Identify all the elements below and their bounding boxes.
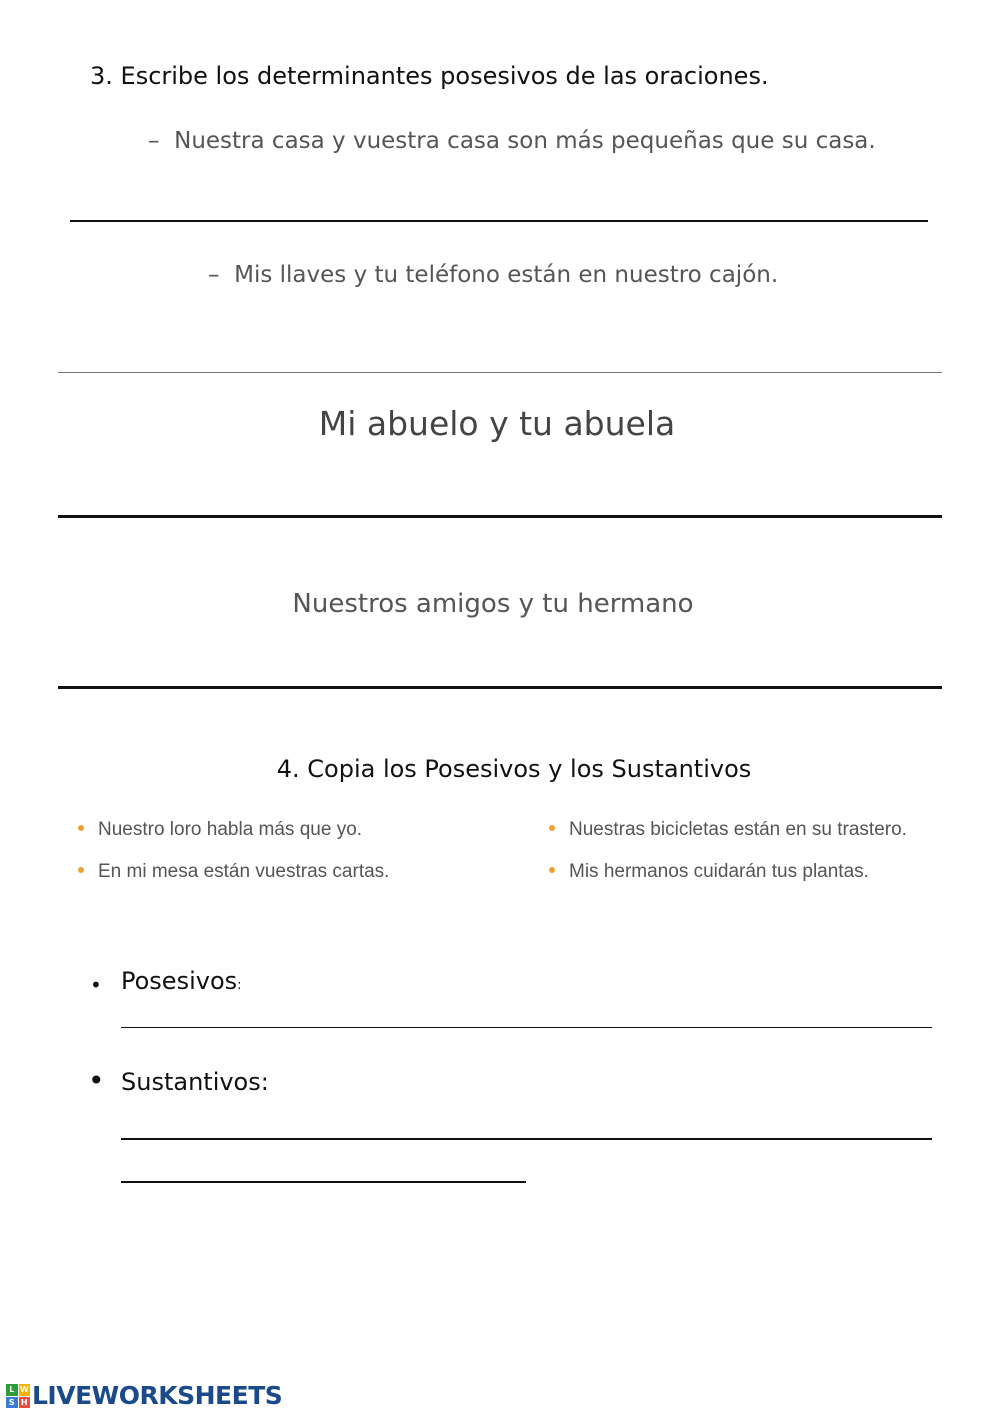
answer-line-4[interactable]	[58, 686, 942, 689]
list-item: Nuestras bicicletas están en su trastero.	[549, 819, 907, 841]
bullet-dot-icon	[549, 825, 555, 831]
exercise4-title: 4. Copia los Posesivos y los Sustantivos	[276, 755, 752, 783]
posesivos-answer-line[interactable]	[121, 1027, 932, 1028]
liveworksheets-logo-icon: L W S H	[6, 1384, 30, 1408]
sentence-3: Mi abuelo y tu abuela	[318, 404, 676, 443]
sustantivos-answer-line-2[interactable]	[121, 1181, 526, 1183]
posesivos-label: Posesivos:	[121, 967, 242, 995]
answer-line-3[interactable]	[58, 515, 942, 518]
answer-line-1[interactable]	[70, 220, 928, 222]
sustantivos-label: Sustantivos:	[121, 1068, 269, 1096]
bullet-dot-icon	[78, 825, 84, 831]
posesivos-bullet: •	[90, 973, 102, 997]
bullet-dot-icon	[549, 867, 555, 873]
bullet-dot-icon	[78, 867, 84, 873]
sentence-2	[208, 262, 778, 288]
sentence-2-text: Mis llaves y tu teléfono están en nuestro cajón.	[234, 262, 779, 288]
list-item: Mis hermanos cuidarán tus plantas.	[549, 861, 869, 883]
sentence-1	[148, 128, 876, 154]
sentence-4: Nuestros amigos y tu hermano	[292, 589, 694, 619]
dash: –	[148, 128, 160, 154]
liveworksheets-logo[interactable]: LIVEWORKSHEETS	[32, 1381, 283, 1410]
list-item: Nuestro loro habla más que yo.	[78, 819, 362, 841]
sustantivos-answer-line-1[interactable]	[121, 1138, 932, 1140]
answer-line-2[interactable]	[58, 372, 942, 373]
list-item: En mi mesa están vuestras cartas.	[78, 861, 389, 883]
exercise3-title: 3. Escribe los determinantes posesivos de las oraciones.	[90, 62, 769, 90]
dash: –	[208, 262, 220, 288]
sentence-1-text: Nuestra casa y vuestra casa son más pequeñas que su casa.	[174, 128, 876, 154]
sustantivos-bullet: •	[88, 1064, 105, 1097]
